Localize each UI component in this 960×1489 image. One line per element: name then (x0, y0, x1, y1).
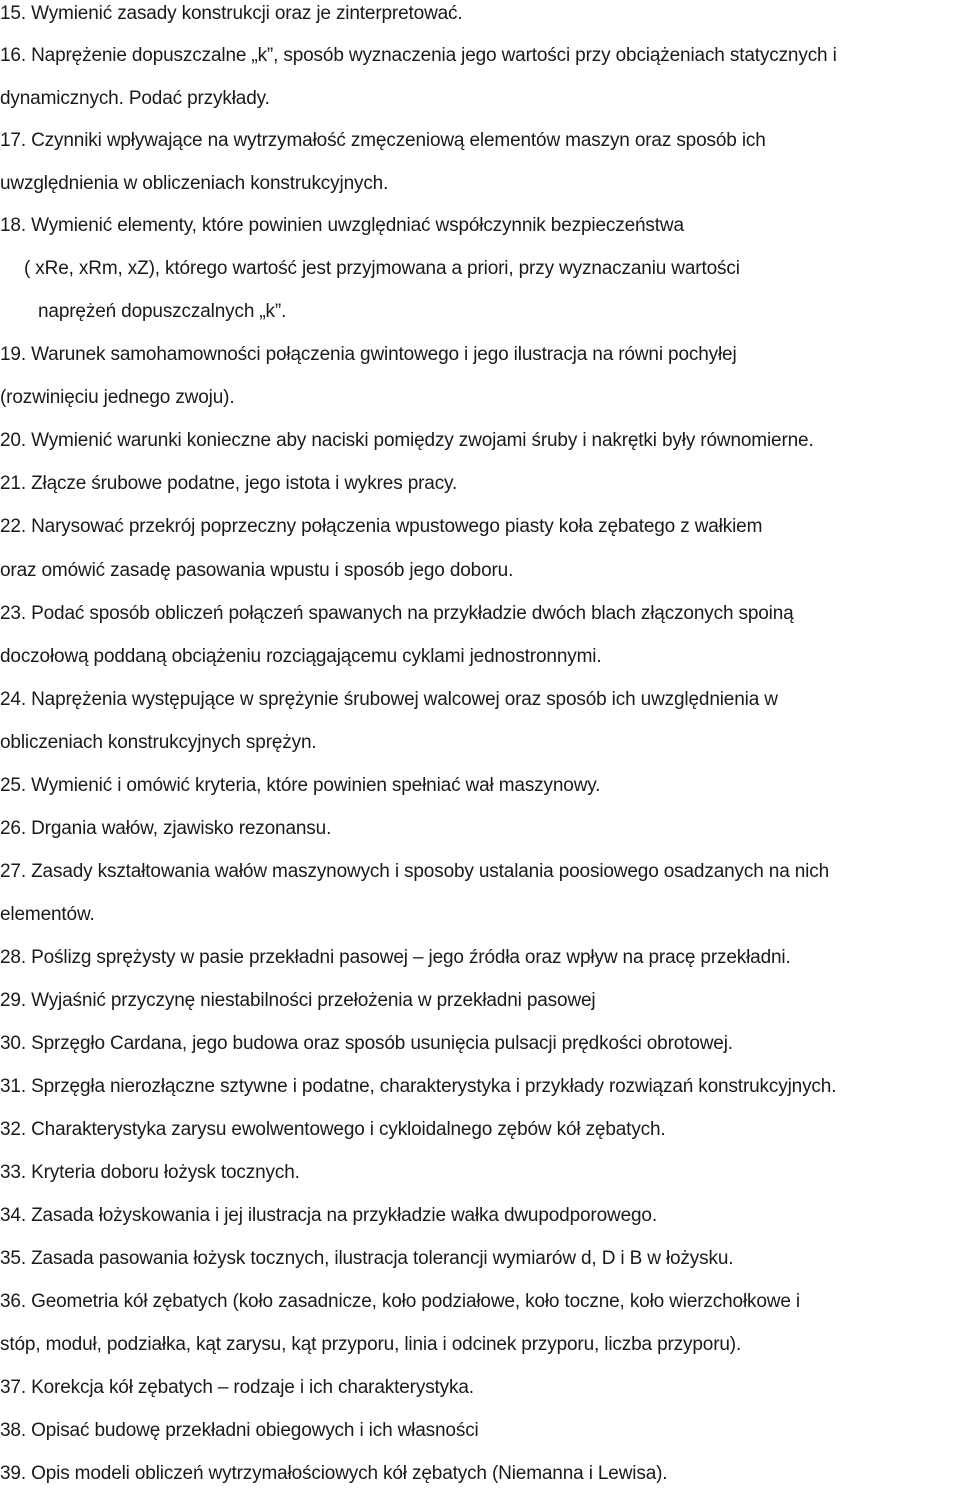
question-24-cont: obliczeniach konstrukcyjnych sprężyn. (0, 732, 317, 753)
question-17-cont: uwzględnienia w obliczeniach konstrukcyjnych. (0, 173, 389, 194)
question-15: 15. Wymienić zasady konstrukcji oraz je zinterpretować. (0, 3, 463, 24)
question-29: 29. Wyjaśnić przyczynę niestabilności przełożenia w przekładni pasowej (0, 990, 596, 1011)
question-36: 36. Geometria kół zębatych (koło zasadnicze, koło podziałowe, koło toczne, koło wierzchołkowe i (0, 1291, 800, 1312)
question-18-cont-1: ( xRe, xRm, xZ), którego wartość jest przyjmowana a priori, przy wyznaczaniu wartości (24, 258, 740, 279)
question-27: 27. Zasady kształtowania wałów maszynowych i sposoby ustalania poosiowego osadzanych na nich (0, 861, 830, 882)
question-31: 31. Sprzęgła nierozłączne sztywne i podatne, charakterystyka i przykłady rozwiązań konstrukcyjnych. (0, 1076, 837, 1097)
question-32: 32. Charakterystyka zarysu ewolwentowego i cykloidalnego zębów kół zębatych. (0, 1119, 666, 1140)
question-24: 24. Naprężenia występujące w sprężynie śrubowej walcowej oraz sposób ich uwzględnienia w (0, 689, 778, 710)
question-30: 30. Sprzęgło Cardana, jego budowa oraz sposób usunięcia pulsacji prędkości obrotowej. (0, 1033, 733, 1054)
question-25: 25. Wymienić i omówić kryteria, które powinien spełniać wał maszynowy. (0, 775, 601, 796)
question-16: 16. Naprężenie dopuszczalne „k”, sposób wyznaczenia jego wartości przy obciążeniach statycznych i (0, 45, 837, 66)
question-18: 18. Wymienić elementy, które powinien uwzględniać współczynnik bezpieczeństwa (0, 215, 684, 236)
question-33: 33. Kryteria doboru łożysk tocznych. (0, 1162, 300, 1183)
question-26: 26. Drgania wałów, zjawisko rezonansu. (0, 818, 332, 839)
question-37: 37. Korekcja kół zębatych – rodzaje i ich charakterystyka. (0, 1377, 474, 1398)
question-18-cont-2: naprężeń dopuszczalnych „k”. (38, 301, 287, 322)
question-36-cont: stóp, moduł, podziałka, kąt zarysu, kąt przyporu, linia i odcinek przyporu, liczba przyporu). (0, 1334, 742, 1355)
question-39: 39. Opis modeli obliczeń wytrzymałościowych kół zębatych (Niemanna i Lewisa). (0, 1463, 668, 1484)
question-22-cont: oraz omówić zasadę pasowania wpustu i sposób jego doboru. (0, 560, 514, 581)
question-20: 20. Wymienić warunki konieczne aby naciski pomiędzy zwojami śruby i nakrętki były równomierne. (0, 430, 814, 451)
question-34: 34. Zasada łożyskowania i jej ilustracja na przykładzie wałka dwupodporowego. (0, 1205, 657, 1226)
question-38: 38. Opisać budowę przekładni obiegowych i ich własności (0, 1420, 479, 1441)
question-23: 23. Podać sposób obliczeń połączeń spawanych na przykładzie dwóch blach złączonych spoiną (0, 603, 794, 624)
question-17: 17. Czynniki wpływające na wytrzymałość zmęczeniową elementów maszyn oraz sposób ich (0, 130, 766, 151)
question-35: 35. Zasada pasowania łożysk tocznych, ilustracja tolerancji wymiarów d, D i B w łożysku. (0, 1248, 734, 1269)
question-27-cont: elementów. (0, 904, 95, 925)
question-28: 28. Poślizg sprężysty w pasie przekładni pasowej – jego źródła oraz wpływ na pracę przekładni. (0, 947, 791, 968)
question-16-cont: dynamicznych. Podać przykłady. (0, 88, 270, 109)
question-19-cont: (rozwinięciu jednego zwoju). (0, 387, 235, 408)
question-19: 19. Warunek samohamowności połączenia gwintowego i jego ilustracja na równi pochyłej (0, 344, 737, 365)
question-23-cont: doczołową poddaną obciążeniu rozciągającemu cyklami jednostronnymi. (0, 646, 602, 667)
question-22: 22. Narysować przekrój poprzeczny połączenia wpustowego piasty koła zębatego z wałkiem (0, 516, 763, 537)
question-21: 21. Złącze śrubowe podatne, jego istota i wykres pracy. (0, 473, 458, 494)
